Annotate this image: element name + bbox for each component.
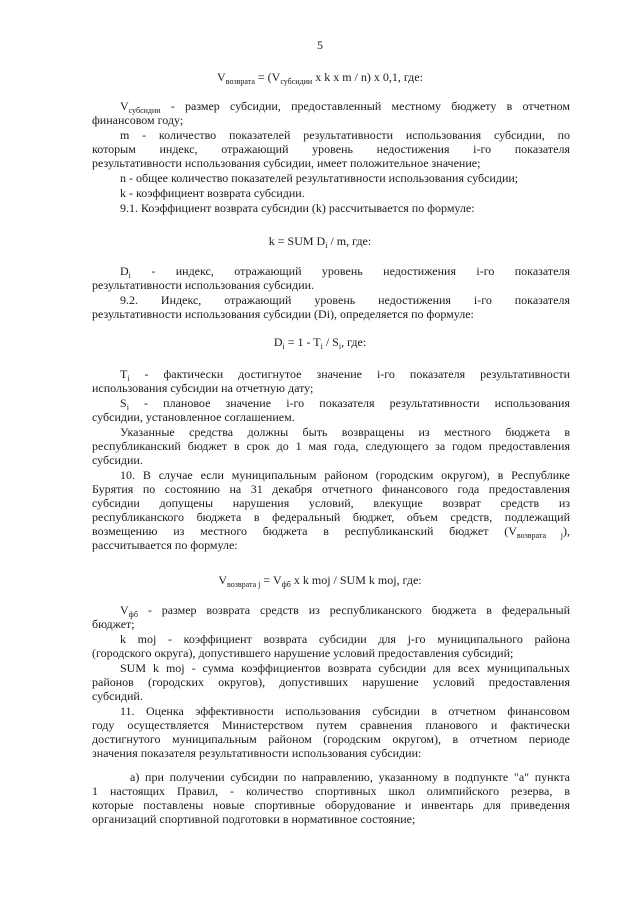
paragraph-10: 10. В случае если муниципальным районом (городским округом), в Республике Бурятия по состоянию на 31 декабря отчетного финансового года предоставления субсидии допущены нарушения условий, влекущие возврат средств из республиканского бюджета в федеральный бюджет, объем средств, подлежащий возмещению из местного бюджета в республиканский бюджет $(V_{возврата j})$, рассчитывается по формуле: — [92, 468, 570, 552]
formula-k: k = SUM $D_i$ / m, где: — [268, 234, 372, 250]
paragraph-di: $D_i$ - индекс, отражающий уровень недостижения i-го показателя результативности использования субсидии. — [92, 264, 570, 292]
paragraph-v-subsidy: $V_{субсидии}$ - размер субсидии, предоставленный местному бюджету в отчетном финансовом году; — [92, 99, 570, 127]
paragraph-v-fb: $V_{фб}$ - размер возврата средств из республиканского бюджета в федеральный бюджет; — [92, 603, 570, 631]
paragraph-sum-k-moj: SUM k moj - сумма коэффициентов возврата субсидии для всех муниципальных районов (городских округов), допустивших нарушение условий предоставления субсидий. — [92, 661, 570, 703]
formula-return-volume: $V_{возврата} = (V_{субсидии}$ x k x m / n) x 0,1, где: — [217, 70, 423, 86]
paragraph-ti: $T_i$ - фактически достигнутое значение i-го показателя результативности использования субсидии на отчетную дату; — [92, 367, 570, 395]
paragraph-si: $S_i$ - плановое значение i-го показателя результативности использования субсидии, установленное соглашением. — [92, 396, 570, 424]
paragraph-return-deadline: Указанные средства должны быть возвращены из местного бюджета в республиканский бюджет в срок до 1 мая года, следующего за годом предоставления субсидии. — [92, 425, 570, 467]
paragraph-9-1: 9.1. Коэффициент возврата субсидии (k) рассчитывается по формуле: — [120, 201, 475, 215]
paragraph-9-2: 9.2. Индекс, отражающий уровень недостижения i-го показателя результативности использования субсидии (Di), определяется по формуле: — [92, 293, 570, 321]
formula-v-return-j: $V_{возврата j} = V_{фб}$ x k moj / SUM k moj, где: — [218, 573, 422, 589]
paragraph-k: k - коэффициент возврата субсидии. — [120, 186, 305, 200]
paragraph-m: m - количество показателей результативности использования субсидии, по которым индекс, отражающий уровень недостижения i-го показателя результативности использования субсидии, имеет положительное значение; — [92, 128, 570, 170]
paragraph-11: 11. Оценка эффективности использования субсидии в отчетном финансовом году осуществляется Министерством путем сравнения планового и фактически достигнутого муниципальным районом (городским округом), в отчетном периоде значения показателя результативности использования субсидии: — [92, 704, 570, 760]
page-number: 5 — [317, 38, 323, 52]
paragraph-k-moj: k moj - коэффициент возврата субсидии для j-го муниципального района (городского округа), допустившего нарушение условий предоставления субсидий; — [92, 632, 570, 660]
paragraph-11-a: а) при получении субсидии по направлению, указанному в подпункте "а" пункта 1 настоящих Правил, - количество спортивных школ олимпийского резерва, в которые поставлены новые спортивные оборудование и инвентарь для приведения организаций спортивной подготовки в нормативное состояние; — [92, 770, 570, 826]
formula-di: $D_i = 1 - T_i / S_i$, где: — [273, 335, 367, 351]
paragraph-n: n - общее количество показателей результативности использования субсидии; — [120, 171, 519, 185]
